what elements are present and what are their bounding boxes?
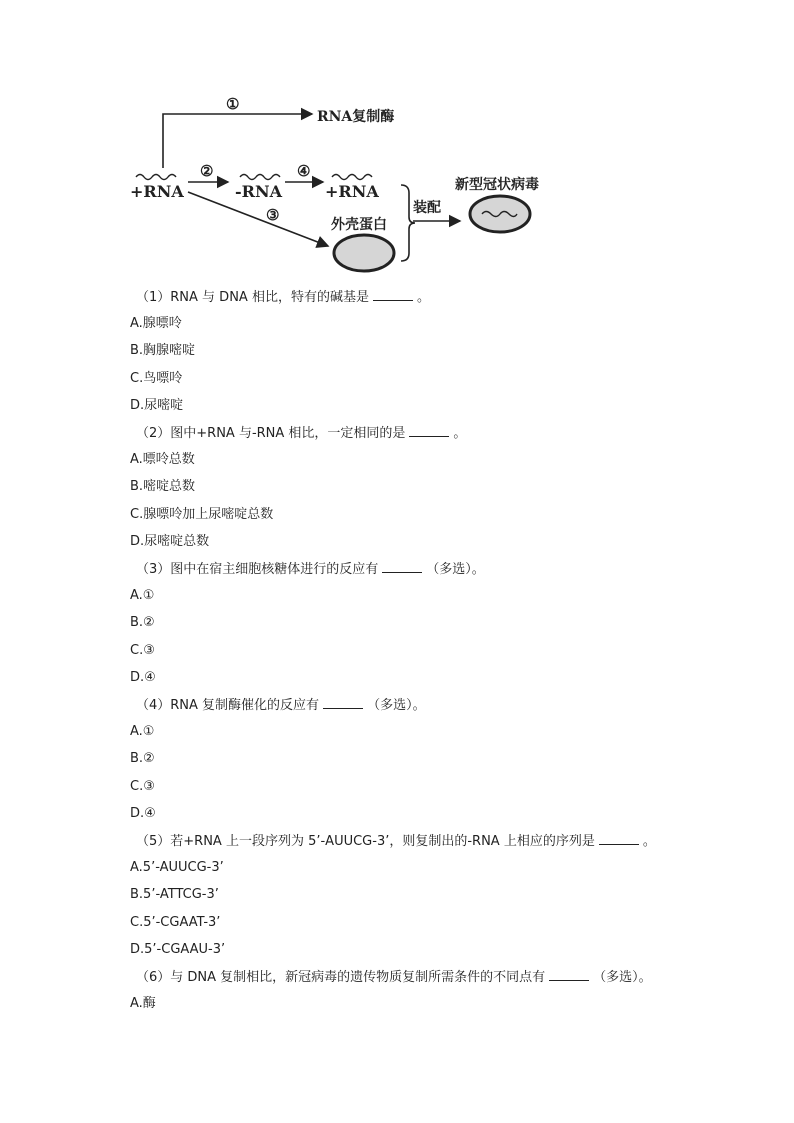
minus-rna-wave xyxy=(240,175,280,180)
question-5-option-A[interactable]: A.5’-AUUCG-3’ xyxy=(130,860,224,876)
question-6 xyxy=(136,968,652,987)
question-suffix: 。 xyxy=(642,834,656,849)
question-4 xyxy=(136,696,426,715)
question-text: （5）若+RNA 上一段序列为 5’-AUUCG-3’，则复制出的-RNA 上相应的序列是 xyxy=(136,834,595,849)
capsid-shape xyxy=(334,235,394,271)
assembly-brace xyxy=(401,185,415,261)
question-5-option-C[interactable]: C.5’-CGAAT-3’ xyxy=(130,914,221,930)
question-suffix: 。 xyxy=(453,426,467,441)
plus-rna2-label: +RNA xyxy=(325,182,379,201)
question-1-option-A[interactable]: A.腺嘌呤 xyxy=(130,316,182,332)
question-4-option-A[interactable]: A.① xyxy=(130,724,155,740)
rna-replicase-label: RNA复制酶 xyxy=(317,109,395,125)
step4-label: ④ xyxy=(297,162,311,180)
question-5-option-B[interactable]: B.5’-ATTCG-3’ xyxy=(130,887,219,903)
question-5-option-D[interactable]: D.5’-CGAAU-3’ xyxy=(130,941,226,957)
assembly-label: 装配 xyxy=(413,200,441,216)
virus-label: 新型冠状病毒 xyxy=(455,177,539,193)
question-text: （6）与 DNA 复制相比，新冠病毒的遗传物质复制所需条件的不同点有 xyxy=(136,970,546,985)
plus-rna-wave xyxy=(136,175,176,180)
plus-rna2-wave xyxy=(332,175,372,180)
answer-blank[interactable] xyxy=(373,288,413,301)
plus-rna-label: +RNA xyxy=(130,182,184,201)
question-4-option-B[interactable]: B.② xyxy=(130,751,155,767)
answer-blank[interactable] xyxy=(599,832,639,845)
step3-label: ③ xyxy=(266,206,280,224)
question-1-option-C[interactable]: C.鸟嘌呤 xyxy=(130,370,183,386)
question-suffix: （多选）。 xyxy=(367,698,426,713)
question-4-option-D[interactable]: D.④ xyxy=(130,805,156,821)
question-suffix: （多选）。 xyxy=(426,562,485,577)
question-1-option-D[interactable]: D.尿嘧啶 xyxy=(130,397,184,413)
question-text: （4）RNA 复制酶催化的反应有 xyxy=(136,698,320,713)
question-3-option-C[interactable]: C.③ xyxy=(130,642,155,658)
question-1-option-B[interactable]: B.胸腺嘧啶 xyxy=(130,343,196,359)
step1-label: ① xyxy=(226,95,240,113)
answer-blank[interactable] xyxy=(409,424,449,437)
question-2 xyxy=(136,424,466,443)
question-suffix: （多选）。 xyxy=(593,970,652,985)
question-3-option-D[interactable]: D.④ xyxy=(130,669,156,685)
question-3-option-A[interactable]: A.① xyxy=(130,588,155,604)
step2-label: ② xyxy=(200,162,214,180)
question-6-option-A[interactable]: A.酶 xyxy=(130,996,156,1012)
question-text: （2）图中+RNA 与-RNA 相比，一定相同的是 xyxy=(136,426,406,441)
answer-blank[interactable] xyxy=(382,560,422,573)
minus-rna-label: -RNA xyxy=(235,182,282,201)
question-2-option-A[interactable]: A.嘌呤总数 xyxy=(130,452,195,468)
question-4-option-C[interactable]: C.③ xyxy=(130,778,155,794)
arrow-1 xyxy=(163,114,312,168)
question-suffix: 。 xyxy=(416,290,430,305)
virus-replication-diagram xyxy=(120,88,560,278)
question-2-option-C[interactable]: C.腺嘌呤加上尿嘧啶总数 xyxy=(130,506,274,522)
question-text: （3）图中在宿主细胞核糖体进行的反应有 xyxy=(136,562,379,577)
answer-blank[interactable] xyxy=(549,968,589,981)
question-3-option-B[interactable]: B.② xyxy=(130,615,155,631)
question-2-option-B[interactable]: B.嘧啶总数 xyxy=(130,479,196,495)
question-1 xyxy=(136,288,430,307)
question-3 xyxy=(136,560,485,579)
answer-blank[interactable] xyxy=(323,696,363,709)
question-text: （1）RNA 与 DNA 相比，特有的碱基是 xyxy=(136,290,369,305)
question-2-option-D[interactable]: D.尿嘧啶总数 xyxy=(130,533,210,549)
question-5 xyxy=(136,832,656,851)
capsid-label: 外壳蛋白 xyxy=(331,217,387,233)
